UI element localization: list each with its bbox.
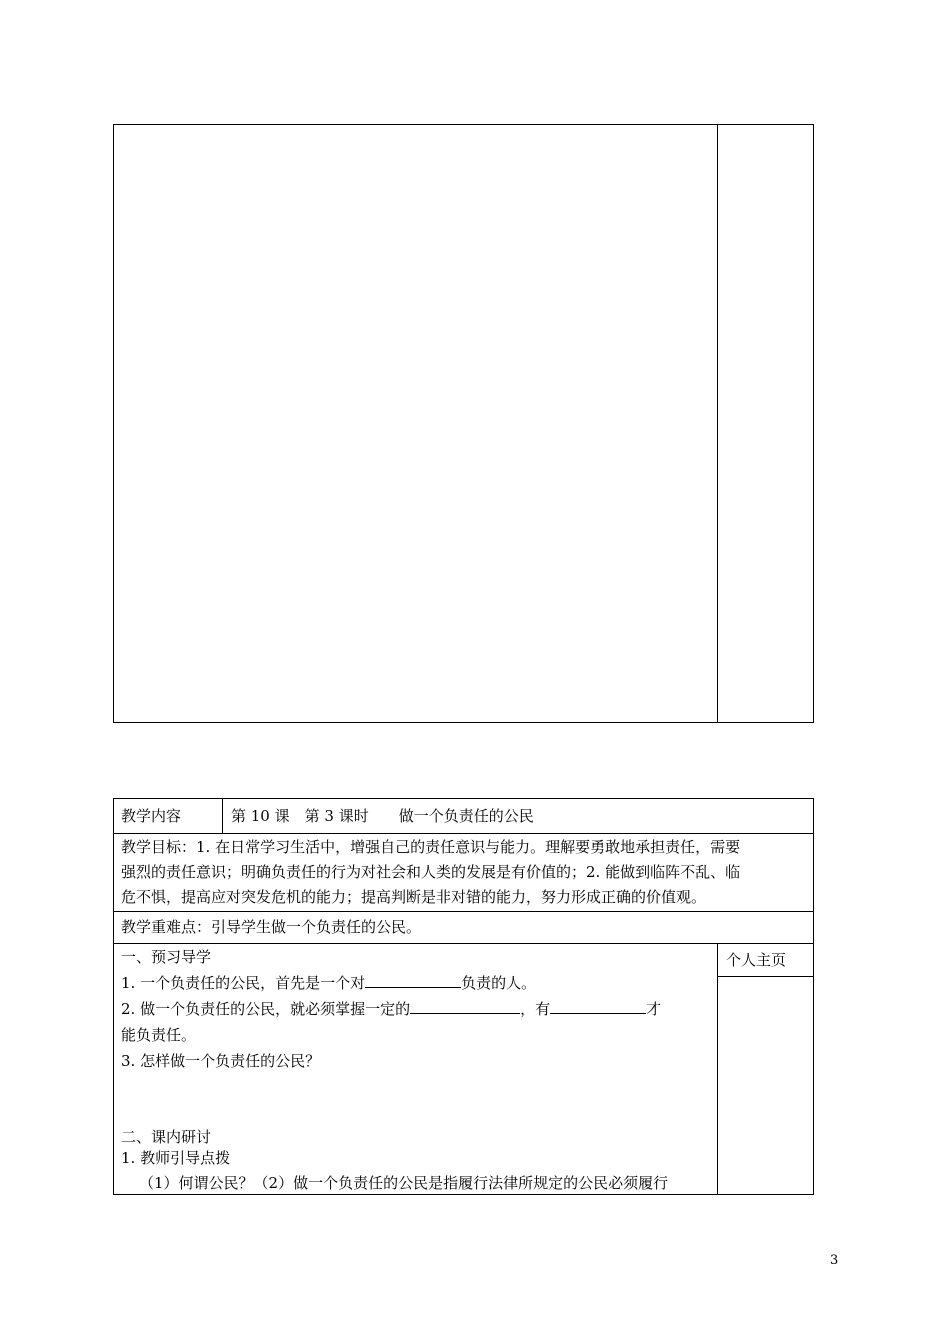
upper-table bbox=[113, 124, 814, 723]
discussion-item-1-text: （1）何谓公民？（2）做一个负责任的公民是指履行法律所规定的公民必须履行 bbox=[139, 1174, 669, 1192]
content-label: 教学内容 bbox=[121, 807, 182, 825]
goal-line-1: 教学目标：1. 在日常学习生活中，增强自己的责任意识与能力。理解要勇敢地承担责任，需要 bbox=[121, 838, 741, 856]
discussion-heading: 二、课内研讨 bbox=[121, 1128, 212, 1146]
upper-table-divider bbox=[717, 124, 718, 723]
row-divider-3 bbox=[113, 943, 814, 944]
q2-prefix: 2. 做一个负责任的公民，就必须掌握一定的 bbox=[121, 1000, 411, 1018]
q2-blank-1 bbox=[410, 997, 520, 1014]
preview-question-2-continued: 能负责任。 bbox=[121, 1026, 197, 1044]
goal-line-2: 强烈的责任意识；明确负责任的行为对社会和人类的发展是有价值的；2. 能做到临阵不乱、临 bbox=[121, 863, 741, 881]
q2-suffix: 才 bbox=[646, 1000, 662, 1018]
q1-prefix: 1. 一个负责任的公民，首先是一个对 bbox=[121, 974, 366, 992]
row-divider-2 bbox=[113, 911, 814, 912]
q1-blank bbox=[365, 971, 461, 988]
q1-suffix: 负责的人。 bbox=[461, 974, 537, 992]
q2-middle: ，有 bbox=[520, 1000, 551, 1018]
side-column-divider bbox=[717, 943, 718, 1195]
preview-question-2 bbox=[121, 996, 661, 1022]
key-point: 教学重难点：引导学生做一个负责任的公民。 bbox=[121, 918, 422, 936]
content-label-divider bbox=[222, 798, 223, 834]
preview-question-3: 3. 怎样做一个负责任的公民？ bbox=[121, 1052, 321, 1070]
preview-question-1 bbox=[121, 970, 536, 996]
goal-line-3: 危不惧，提高应对突发危机的能力；提高判断是非对错的能力，努力形成正确的价值观。 bbox=[121, 888, 707, 906]
page-number: 3 bbox=[830, 1253, 839, 1268]
q2-blank-2 bbox=[550, 997, 646, 1014]
side-header-divider bbox=[717, 976, 814, 977]
discussion-item-1: 1. 教师引导点拨 bbox=[121, 1149, 231, 1167]
side-header: 个人主页 bbox=[726, 951, 787, 969]
preview-heading: 一、预习导学 bbox=[121, 948, 212, 966]
content-value: 第 10 课 第 3 课时 做一个负责任的公民 bbox=[231, 807, 534, 825]
